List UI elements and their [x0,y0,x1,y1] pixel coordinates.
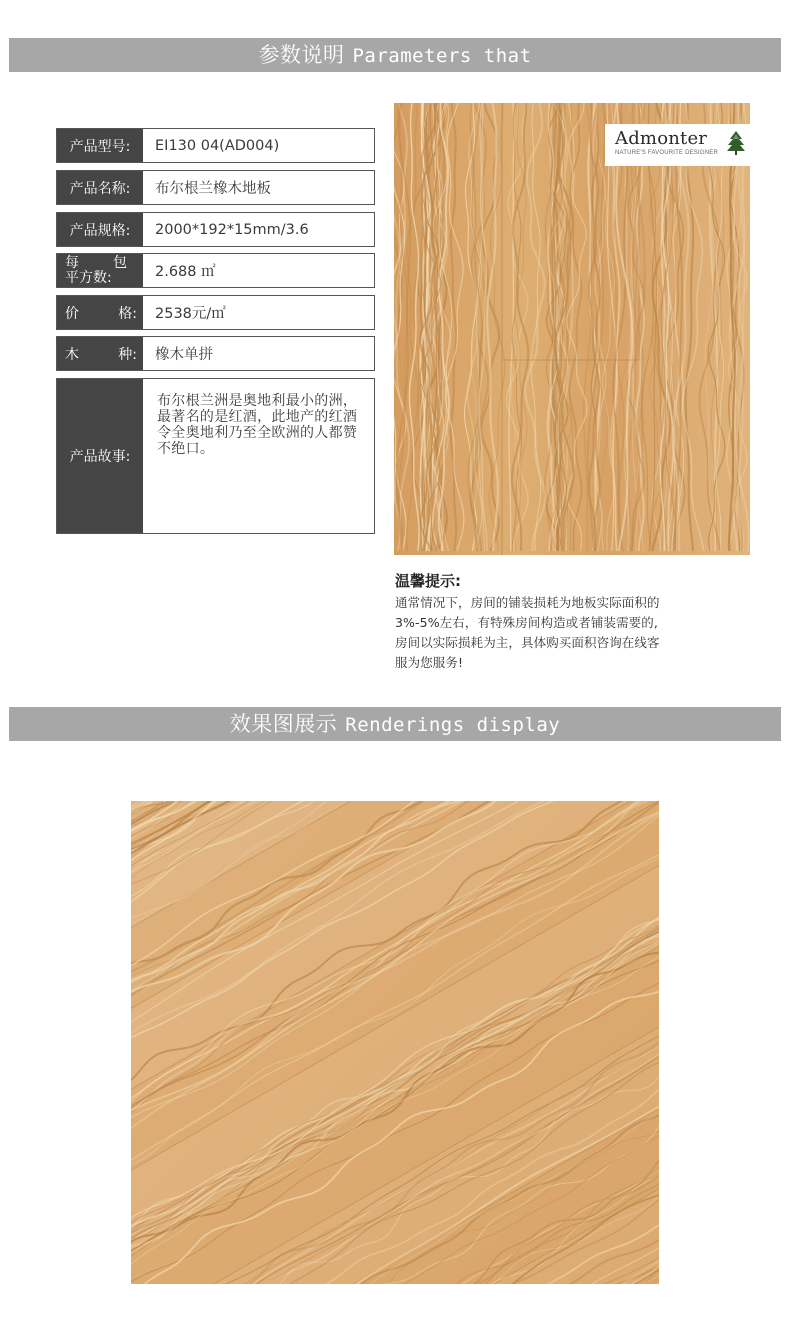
tips-body [395,593,715,673]
param-label: 产品型号: [57,129,143,162]
brand-logo [605,124,750,166]
param-value: 布尔根兰洲是奥地利最小的洲，最著名的是红酒，此地产的红酒令全奥地利乃至全欧洲的人都赞不绝口。 [157,393,358,457]
section-title-cn: 效果图展示 [229,712,338,736]
param-row-model [56,128,375,163]
param-value: 布尔根兰橡木地板 [155,181,271,197]
param-label-part: 价 [65,305,79,322]
section-title-cn: 参数说明 [258,43,345,67]
param-value: EI130 04(AD004) [155,137,280,154]
param-label: 产品规格: [57,213,143,246]
tips-line: 服为您服务! [395,655,464,670]
param-label-part: 格: [118,305,137,322]
section-title-en: Parameters that [352,45,532,67]
param-row-wood [56,336,375,371]
brand-tagline: NATURE'S FAVOURITE DESIGNER [615,150,719,156]
param-label [57,337,143,370]
param-row-story [56,378,375,534]
param-label [57,296,143,329]
tree-icon [725,130,747,156]
tips-block [395,572,715,673]
param-label-part: 包 [113,254,127,271]
param-label-part: 种: [118,346,137,363]
section-header-renderings [9,707,781,741]
param-label: 产品名称: [57,171,143,204]
brand-name: Admonter [615,128,708,149]
section-header-parameters [9,38,781,72]
param-value: 橡木单拼 [155,347,213,363]
wood-sample-image [394,103,750,555]
rendering-image [131,801,659,1284]
tips-title: 温馨提示: [395,572,461,590]
param-label: 产品故事: [57,379,143,533]
section-title-en: Renderings display [345,714,561,736]
param-value: 2538元/㎡ [155,306,226,322]
param-label [57,254,143,287]
wood-texture [394,103,750,555]
param-value: 2000*192*15mm/3.6 [155,221,309,238]
tips-line: 3%-5%左右，有特殊房间构造或者铺装需要的, [395,615,658,630]
param-row-spec [56,212,375,247]
param-label-part: 平方数: [65,269,112,286]
floor-rendering [131,801,659,1284]
param-row-area [56,253,375,288]
param-label-part: 木 [65,346,79,363]
param-label-part: 每 [65,254,79,271]
param-row-name [56,170,375,205]
param-value: 2.688 ㎡ [155,264,216,280]
param-row-price [56,295,375,330]
tips-line: 通常情况下，房间的铺装损耗为地板实际面积的 [395,595,660,610]
tips-line: 房间以实际损耗为主，具体购买面积咨询在线客 [395,635,660,650]
